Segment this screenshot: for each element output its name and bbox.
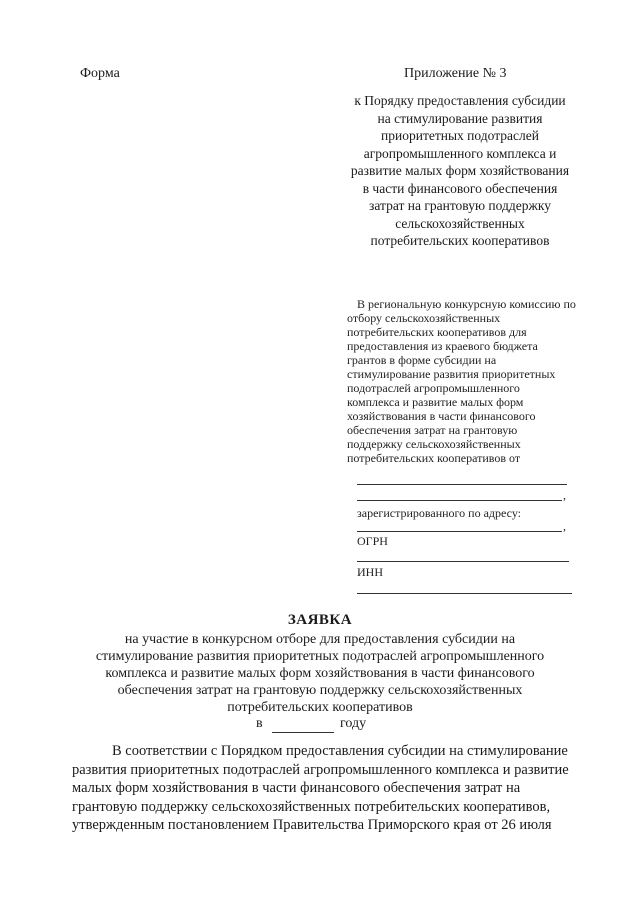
appendix-line: потребительских кооперативов [370, 233, 550, 248]
inn-label: ИНН [357, 565, 383, 579]
subject-line: на участие в конкурсном отборе для предоставления субсидии на [124, 632, 516, 647]
year-field[interactable] [272, 732, 334, 733]
body-line: утвержденным постановлением Правительства Приморского края от 26 июля [72, 817, 552, 833]
appendix-line: в части финансового обеспечения [362, 180, 558, 196]
application-subject [60, 631, 580, 716]
body-line: малых форм хозяйствования в части финансового обеспечения затрат на [72, 780, 521, 796]
form-label: Форма [80, 66, 120, 81]
addressee-block [347, 297, 612, 465]
year-suffix: году [340, 716, 367, 731]
year-prefix: в [256, 716, 263, 731]
appendix-line: на стимулирование развития [377, 110, 543, 126]
body-line: грантовую поддержку сельскохозяйственных потребительских кооперативов, [72, 798, 551, 815]
addressee-line: поддержку сельскохозяйственных [347, 437, 521, 451]
registered-address-label: зарегистрированного по адресу: [357, 506, 521, 520]
appendix-line: приоритетных подотраслей [381, 128, 539, 143]
appendix-line: развитие малых форм хозяйствования [350, 163, 570, 178]
addressee-line: грантов в форме субсидии на [347, 353, 497, 367]
subject-line: стимулирование развития приоритетных подотраслей агропромышленного [95, 649, 545, 664]
subject-line: обеспечения затрат на грантовую поддержку сельскохозяйственных [117, 683, 523, 698]
body-line: развития приоритетных подотраслей агропромышленного комплекса и развитие [72, 761, 569, 778]
addressee-line: стимулирование развития приоритетных [347, 367, 556, 381]
addressee-line: потребительских кооперативов от [347, 451, 521, 465]
appendix-line: сельскохозяйственных [395, 215, 525, 231]
addressee-line: предоставления из краевого бюджета [347, 339, 538, 353]
appendix-reference [330, 92, 590, 250]
body-paragraph [72, 742, 600, 835]
addressee-line: хозяйствования в части финансового [347, 409, 536, 423]
body-line: В соответствии с Порядком предоставления субсидии на стимулирование [112, 743, 568, 759]
subject-line: потребительских кооперативов [227, 700, 413, 715]
inn-line[interactable] [357, 593, 572, 594]
appendix-line: агропромышленного комплекса и [363, 145, 557, 161]
ogrn-label: ОГРН [357, 534, 388, 548]
applicant-name-line-1[interactable] [357, 484, 567, 485]
addressee-line: В региональную конкурсную комиссию по [357, 297, 576, 311]
addressee-line: подотраслей агропромышленного [347, 381, 520, 395]
subject-line: комплекса и развитие малых форм хозяйствования в части финансового [105, 666, 535, 681]
appendix-line: к Порядку предоставления субсидии [354, 93, 566, 108]
applicant-name-line-2[interactable] [357, 500, 562, 501]
document-heading: ЗАЯВКА [287, 612, 353, 628]
appendix-title: Приложение № 3 [404, 66, 507, 81]
addressee-line: отбору сельскохозяйственных [347, 311, 501, 325]
appendix-line: затрат на грантовую поддержку [369, 198, 551, 213]
addressee-line: обеспечения затрат на грантовую [347, 423, 518, 437]
ogrn-line[interactable] [357, 561, 569, 562]
addressee-line: потребительских кооперативов для [347, 325, 527, 339]
address-line[interactable] [357, 531, 562, 532]
addressee-line: комплекса и развитие малых форм [347, 395, 524, 409]
